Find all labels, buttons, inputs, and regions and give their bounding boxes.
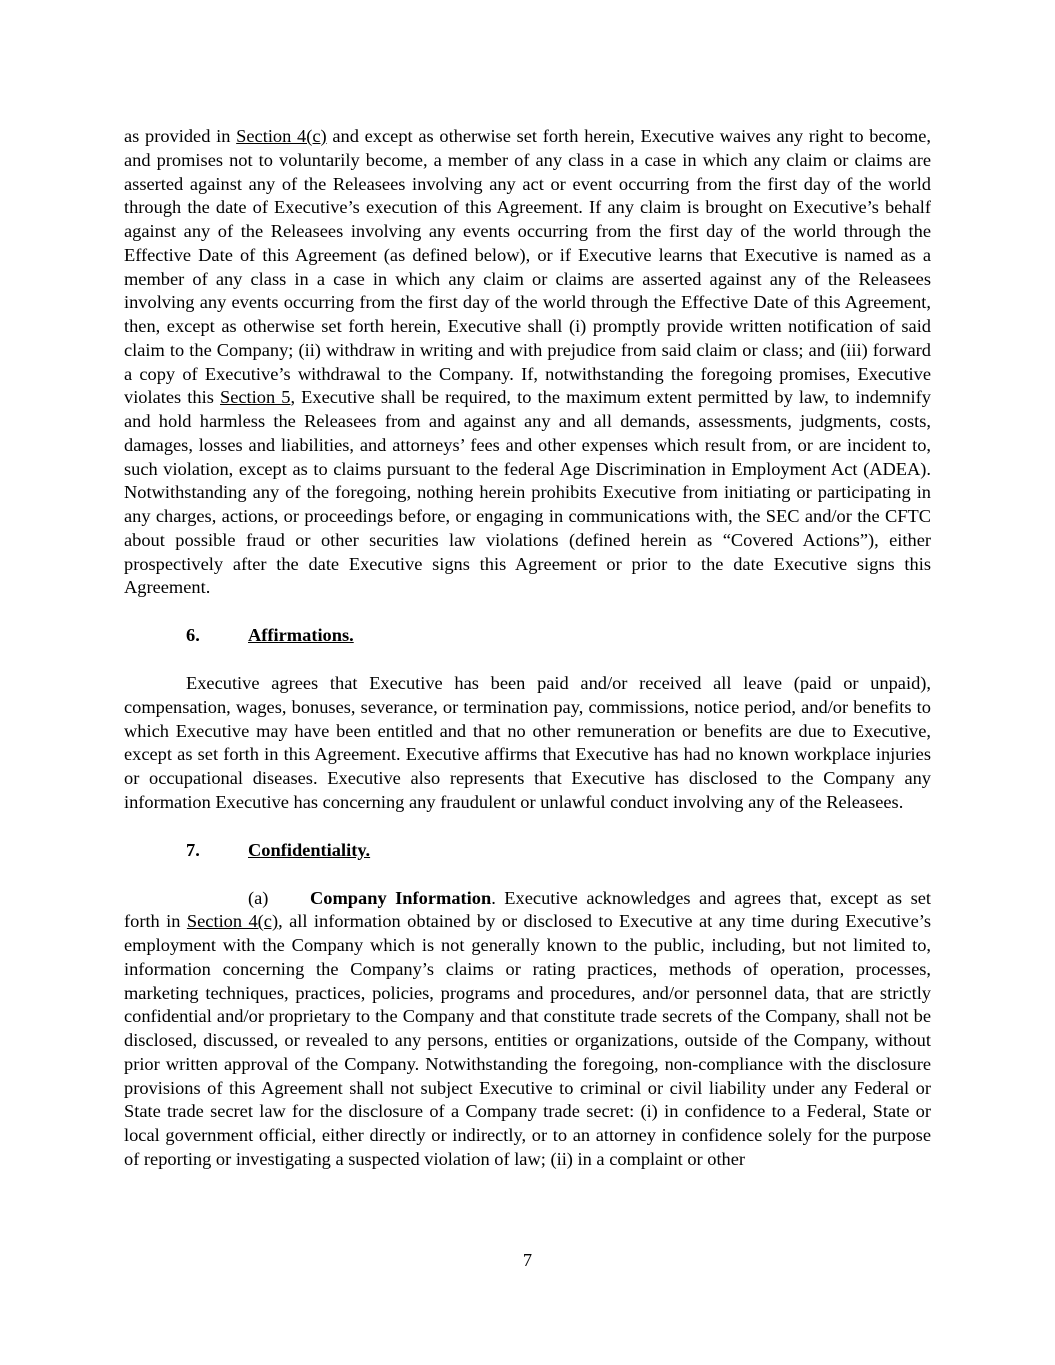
section-7-heading [124, 839, 931, 863]
section-title: Affirmations. [248, 625, 354, 645]
document-page [124, 125, 931, 1172]
section-number: 6. [186, 625, 200, 645]
section-number: 7. [186, 839, 200, 860]
subsection-title: Company Information [310, 887, 492, 908]
section-6-body: Executive agrees that Executive has been paid and/or received all leave (paid or unpaid), compensation, wages, bonuses, severance, or termination pay, commissions, notice period, and/or benefits to which Executive may have been entitled and that no other remuneration or benefits are due to Executive, except as set forth in this Agreement. Executive affirms that Executive has had no known workplace injuries or occupational diseases. Executive also represents that Executive has disclosed to the Company any information Executive has concerning any fraudulent or unlawful conduct involving any of the Releasees. [124, 673, 931, 812]
section-reference-link: Section 4(c) [186, 911, 279, 932]
section-6-heading [124, 624, 931, 648]
section-reference-link: Section 4(c) [236, 126, 327, 146]
paragraph-section5-continuation: as provided in Section 4(c) and except as otherwise set forth herein, Executive waives any right to become, and promises not to voluntarily become, a member of any class in a case in which any claim or claims are asserted against any of the Releasees involving any act or event occurring from the first day of the world through the date of Executive’s execution of this Agreement. If any claim is brought on Executive’s behalf against any of the Releasees involving any events occurring from the first day of the world through the Effective Date of this Agreement (as defined below), or if Executive learns that Executive is named as a member of any class in a case in which any claim or claims are asserted against any of the Releasees involving any events occurring from the first day of the world through the Effective Date of this Agreement, then, except as otherwise set forth herein, Executive shall (i) promptly provide written notification of said claim to the Company; (ii) withdraw in writing and with prejudice from said claim or class; and (iii) forward a copy of Executive’s withdrawal to the Company. If, notwithstanding the foregoing promises, Executive violates this Section 5, Executive shall be required, to the maximum extent permitted by law, to indemnify and hold harmless the Releasees from and against any and all demands, assessments, judgments, costs, damages, losses and liabilities, and attorneys’ fees and other expenses which result from, or are incident to, such violation, except as to claims pursuant to the federal Age Discrimination in Employment Act (ADEA). Notwithstanding any of the foregoing, nothing herein prohibits Executive from initiating or participating in any charges, actions, or proceedings before, or engaging in communications with, the SEC and/or the CFTC about possible fraud or other securities law violations (defined herein as “Covered Actions”), either prospectively after the date Executive signs this Agreement or prior to the date Executive signs this Agreement. [124, 126, 932, 598]
page-number: 7 [522, 1250, 533, 1270]
subsection-label: (a) [248, 887, 269, 908]
section-reference-link: Section 5 [220, 387, 291, 408]
section-title: Confidentiality. [248, 839, 371, 860]
section-7a-body: (a) Company Information. Executive acknowledges and agrees that, except as set forth in Section 4(c), all information obtained by or disclosed to Executive at any time during Executive’s employment with the Company which is not generally known to the public, including, but not limited to, information concerning the Company’s claims or rating practices, methods of operation, processes, marketing techniques, practices, policies, programs and procedures, and/or personnel data, that are strictly confidential and/or proprietary to the Company and that constitute trade secrets of the Company, shall not be disclosed, discussed, or revealed to any persons, entities or organizations, outside of the Company, without prior written approval of the Company. Notwithstanding the foregoing, non-compliance with the disclosure provisions of this Agreement shall not subject Executive to criminal or civil liability under any Federal or State trade secret law for the disclosure of a Company trade secret: (i) in confidence to a Federal, State or local government official, either directly or indirectly, or to an attorney in confidence solely for the purpose of reporting or investigating a suspected violation of law; (ii) in a complaint or other [124, 887, 932, 1169]
